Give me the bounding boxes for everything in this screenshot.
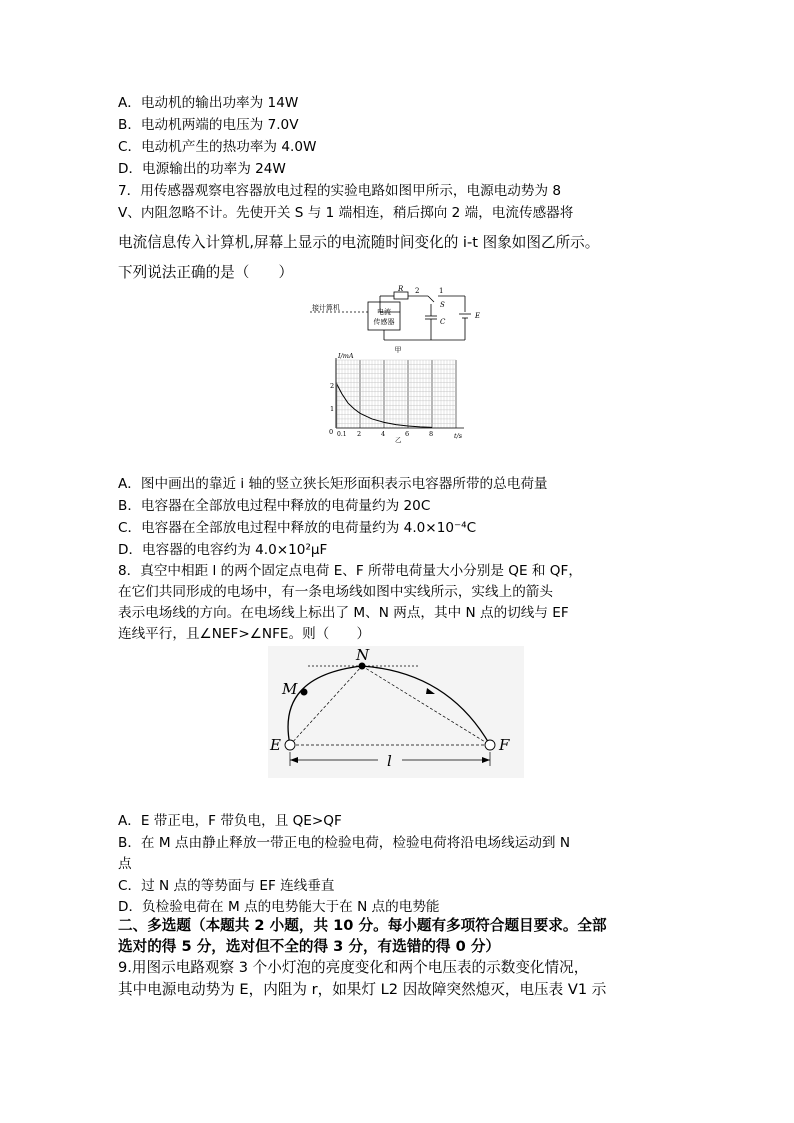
charge-f: [485, 740, 495, 750]
q8-stem-line: 在它们共同形成的电场中，有一条电场线如图中实线所示，实线上的箭头: [118, 584, 553, 600]
x-tick-label: 8: [429, 430, 434, 438]
y-axis-label: I/mA: [338, 352, 354, 360]
q7-option-d: D．电容器的电容约为 4.0×10²μF: [118, 542, 328, 558]
q7-stem-line: V、内阻忽略不计。先使开关 S 与 1 端相连，稍后掷向 2 端，电流传感器将: [118, 205, 574, 221]
figure-caption-jia: 甲: [394, 346, 402, 354]
q8-stem-line: 连线平行，且∠NEF>∠NFE。则（ ）: [118, 626, 371, 642]
sensor-label: 传感器: [373, 318, 395, 326]
terminal-1-label: 1: [439, 287, 444, 295]
q7-stem-line: 7．用传感器观察电容器放电过程的实验电路如图甲所示，电源电动势为 8: [118, 183, 562, 199]
y-tick-label: 2: [330, 382, 335, 390]
q8-option-a: A．E 带正电，F 带负电，且 QE>QF: [118, 813, 342, 829]
figure-caption-yi: 乙: [395, 436, 402, 444]
narrow-rectangle: [336, 383, 337, 428]
q7-it-graph: [322, 352, 470, 444]
q7-option-b: B．电容器在全部放电过程中释放的电荷量约为 20C: [118, 498, 431, 514]
q8-option-d: D．负检验电荷在 M 点的电势能大于在 N 点的电势能: [118, 899, 440, 915]
terminal-2-label: 2: [415, 287, 420, 295]
section-heading: 选对的得 5 分，选对但不全的得 3 分，有选错的得 0 分）: [118, 938, 501, 955]
x-tick-label: 2: [357, 430, 362, 438]
label-f: F: [499, 736, 510, 754]
q6-option-b: B．电动机两端的电压为 7.0V: [118, 117, 299, 133]
q8-option-b-cont: 点: [118, 856, 132, 872]
charge-e: [285, 740, 295, 750]
q6-option-d: D．电源输出的功率为 24W: [118, 161, 286, 177]
x-tick-label: 4: [381, 430, 386, 438]
emf-label: E: [475, 312, 481, 320]
switch-label: S: [440, 301, 445, 309]
section-heading: 二、多选题（本题共 2 小题，共 10 分。每小题有多项符合题目要求。全部: [118, 917, 607, 934]
label-e: E: [270, 736, 281, 754]
capacitor-label: C: [440, 318, 446, 326]
x-tick-label: 6: [405, 430, 410, 438]
x-axis-label: t/s: [454, 432, 463, 440]
sensor-label: 电流: [377, 308, 391, 316]
label-l: l: [387, 752, 392, 770]
q8-stem-line: 表示电场线的方向。在电场线上标出了 M、N 两点，其中 N 点的切线与 EF: [118, 605, 569, 621]
y-tick-label: 1: [330, 405, 335, 413]
q6-option-a: A．电动机的输出功率为 14W: [118, 95, 299, 111]
q8-stem-line: 8．真空中相距 l 的两个固定点电荷 E、F 所带电荷量大小分别是 QE 和 QF，: [118, 563, 582, 579]
q9-stem-line: 其中电源电动势为 E，内阻为 r，如果灯 L2 因故障突然熄灭，电压表 V1 示: [118, 981, 607, 998]
q8-field-line-figure: [268, 646, 524, 778]
to-computer-label: 接计算机: [312, 304, 340, 312]
q7-option-a: A．图中画出的靠近 i 轴的竖立狭长矩形面积表示电容器所带的总电荷量: [118, 476, 548, 492]
q7-circuit-diagram: [310, 284, 490, 356]
label-m: M: [282, 680, 298, 698]
q6-option-c: C．电动机产生的热功率为 4.0W: [118, 139, 317, 155]
resistor-label: R: [398, 285, 404, 293]
point-m: [301, 689, 308, 696]
q7-stem-line: 下列说法正确的是（ ）: [118, 264, 294, 281]
origin-label: 0: [329, 428, 334, 436]
q9-stem-line: 9.用图示电路观察 3 个小灯泡的亮度变化和两个电压表的示数变化情况，: [118, 959, 589, 976]
q8-option-c: C．过 N 点的等势面与 EF 连线垂直: [118, 878, 335, 894]
label-n: N: [356, 646, 370, 664]
q8-option-b: B．在 M 点由静止释放一带正电的检验电荷，检验电荷将沿电场线运动到 N: [118, 835, 570, 851]
x-tick-label: 0.1: [337, 431, 347, 438]
q7-option-c: C．电容器在全部放电过程中释放的电荷量约为 4.0×10⁻⁴C: [118, 520, 477, 536]
q7-stem-line: 电流信息传入计算机,屏幕上显示的电流随时间变化的 i-t 图象如图乙所示。: [118, 234, 600, 251]
